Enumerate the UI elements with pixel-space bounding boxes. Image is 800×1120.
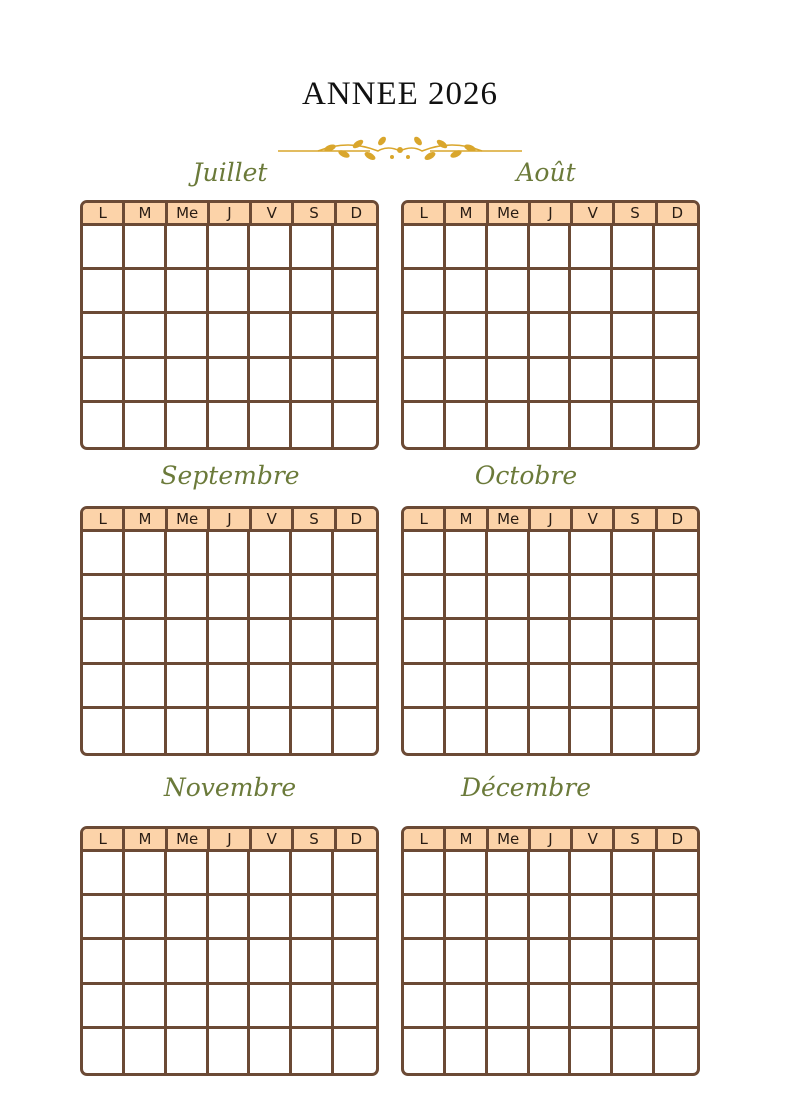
month-title-juillet: Juillet <box>192 158 268 187</box>
day-cell <box>83 896 125 940</box>
day-cell <box>83 1029 125 1073</box>
day-cell <box>613 1029 655 1073</box>
day-cell <box>613 709 655 753</box>
day-cell <box>404 940 446 984</box>
day-cell <box>655 985 697 1029</box>
weekday-header <box>404 203 697 226</box>
day-cell <box>446 532 488 576</box>
weekday-label: L <box>83 829 125 849</box>
day-cell <box>404 314 446 358</box>
day-cell <box>530 403 572 447</box>
day-grid <box>83 852 376 1073</box>
day-cell <box>488 1029 530 1073</box>
day-cell <box>488 270 530 314</box>
day-cell <box>292 359 334 403</box>
day-cell <box>530 852 572 896</box>
day-cell <box>334 576 376 620</box>
day-cell <box>292 532 334 576</box>
day-cell <box>250 359 292 403</box>
weekday-label: M <box>446 509 488 529</box>
day-cell <box>292 576 334 620</box>
day-cell <box>488 226 530 270</box>
weekday-label: L <box>83 203 125 223</box>
day-cell <box>446 896 488 940</box>
day-cell <box>250 270 292 314</box>
weekday-label: D <box>671 204 684 222</box>
weekday-label: M <box>125 829 167 849</box>
day-cell <box>334 226 376 270</box>
day-cell <box>655 403 697 447</box>
day-cell <box>571 985 613 1029</box>
day-cell <box>334 1029 376 1073</box>
day-cell <box>613 985 655 1029</box>
month-title-decembre: Décembre <box>460 773 592 802</box>
day-cell <box>446 620 488 664</box>
weekday-label: S <box>615 829 657 849</box>
calendar-grid-aout <box>401 200 700 450</box>
day-cell <box>250 532 292 576</box>
day-cell <box>488 896 530 940</box>
day-cell <box>446 576 488 620</box>
day-cell <box>334 896 376 940</box>
day-cell <box>334 270 376 314</box>
day-cell <box>167 709 209 753</box>
day-cell <box>488 314 530 358</box>
day-cell <box>488 620 530 664</box>
weekday-label: Me <box>489 203 531 223</box>
day-cell <box>571 940 613 984</box>
weekday-label: L <box>83 509 125 529</box>
day-cell <box>209 359 251 403</box>
weekday-label: V <box>252 203 294 223</box>
day-cell <box>250 665 292 709</box>
day-cell <box>250 620 292 664</box>
day-cell <box>125 532 167 576</box>
month-title-octobre: Octobre <box>474 461 578 490</box>
day-cell <box>613 359 655 403</box>
day-cell <box>655 665 697 709</box>
day-cell <box>125 852 167 896</box>
day-cell <box>334 314 376 358</box>
day-cell <box>292 1029 334 1073</box>
day-cell <box>446 314 488 358</box>
day-cell <box>404 532 446 576</box>
day-cell <box>655 576 697 620</box>
day-cell <box>209 403 251 447</box>
weekday-label: V <box>573 829 615 849</box>
day-cell <box>250 403 292 447</box>
day-cell <box>334 532 376 576</box>
weekday-label: Me <box>168 203 210 223</box>
day-cell <box>167 403 209 447</box>
day-cell <box>530 940 572 984</box>
day-cell <box>446 940 488 984</box>
day-cell <box>488 665 530 709</box>
day-cell <box>334 985 376 1029</box>
day-cell <box>209 940 251 984</box>
day-cell <box>488 940 530 984</box>
day-cell <box>655 896 697 940</box>
day-cell <box>404 896 446 940</box>
day-cell <box>613 576 655 620</box>
day-cell <box>571 896 613 940</box>
day-cell <box>613 314 655 358</box>
calendar-grid-septembre <box>80 506 379 756</box>
day-cell <box>167 532 209 576</box>
day-cell <box>292 709 334 753</box>
calendar-grid-juillet <box>80 200 379 450</box>
weekday-label: V <box>573 203 615 223</box>
weekday-header <box>83 509 376 532</box>
day-cell <box>250 940 292 984</box>
weekday-label: V <box>573 509 615 529</box>
day-cell <box>613 226 655 270</box>
day-cell <box>292 620 334 664</box>
day-cell <box>571 620 613 664</box>
day-cell <box>292 852 334 896</box>
weekday-label: V <box>252 509 294 529</box>
day-cell <box>125 709 167 753</box>
day-cell <box>209 1029 251 1073</box>
weekday-label: J <box>531 203 573 223</box>
day-cell <box>404 403 446 447</box>
day-cell <box>250 1029 292 1073</box>
day-cell <box>404 270 446 314</box>
day-cell <box>446 852 488 896</box>
day-cell <box>613 270 655 314</box>
weekday-label: Me <box>168 509 210 529</box>
day-cell <box>125 985 167 1029</box>
weekday-label: M <box>446 203 488 223</box>
day-cell <box>250 896 292 940</box>
day-cell <box>655 709 697 753</box>
day-cell <box>83 532 125 576</box>
day-cell <box>292 985 334 1029</box>
day-cell <box>292 314 334 358</box>
day-cell <box>655 1029 697 1073</box>
day-cell <box>613 403 655 447</box>
calendar-grid-novembre <box>80 826 379 1076</box>
day-cell <box>250 985 292 1029</box>
day-cell <box>655 359 697 403</box>
day-cell <box>446 359 488 403</box>
day-cell <box>167 576 209 620</box>
day-cell <box>488 709 530 753</box>
day-cell <box>404 852 446 896</box>
day-cell <box>250 226 292 270</box>
day-cell <box>83 665 125 709</box>
day-cell <box>613 665 655 709</box>
day-cell <box>488 985 530 1029</box>
weekday-label: S <box>615 203 657 223</box>
day-cell <box>446 270 488 314</box>
day-cell <box>613 940 655 984</box>
day-cell <box>209 270 251 314</box>
day-cell <box>571 709 613 753</box>
weekday-label: J <box>531 829 573 849</box>
weekday-label: D <box>350 510 363 528</box>
day-cell <box>125 665 167 709</box>
day-cell <box>83 940 125 984</box>
day-cell <box>571 270 613 314</box>
day-cell <box>446 985 488 1029</box>
day-grid <box>404 532 697 753</box>
day-cell <box>209 314 251 358</box>
day-cell <box>334 359 376 403</box>
day-cell <box>209 896 251 940</box>
weekday-label: Me <box>168 829 210 849</box>
day-cell <box>334 620 376 664</box>
day-cell <box>334 852 376 896</box>
month-title-septembre: Septembre <box>160 461 300 490</box>
day-cell <box>613 896 655 940</box>
day-cell <box>209 852 251 896</box>
day-cell <box>655 226 697 270</box>
day-cell <box>209 532 251 576</box>
day-cell <box>125 1029 167 1073</box>
weekday-label: M <box>125 509 167 529</box>
day-cell <box>571 576 613 620</box>
day-cell <box>125 620 167 664</box>
weekday-label: S <box>294 203 336 223</box>
day-cell <box>571 226 613 270</box>
day-cell <box>209 576 251 620</box>
weekday-header <box>404 509 697 532</box>
weekday-label: Me <box>489 829 531 849</box>
weekday-label: M <box>125 203 167 223</box>
day-cell <box>125 896 167 940</box>
weekday-label: Me <box>489 509 531 529</box>
day-cell <box>125 314 167 358</box>
day-cell <box>83 620 125 664</box>
day-cell <box>530 359 572 403</box>
day-grid <box>404 226 697 447</box>
day-grid <box>83 532 376 753</box>
weekday-label: D <box>671 510 684 528</box>
weekday-label: L <box>404 829 446 849</box>
day-cell <box>571 852 613 896</box>
calendar-grid-decembre <box>401 826 700 1076</box>
day-cell <box>292 270 334 314</box>
day-cell <box>167 665 209 709</box>
day-cell <box>167 270 209 314</box>
weekday-label: J <box>210 509 252 529</box>
day-cell <box>488 532 530 576</box>
day-cell <box>125 226 167 270</box>
day-cell <box>334 665 376 709</box>
weekday-header <box>404 829 697 852</box>
day-cell <box>530 620 572 664</box>
day-cell <box>404 665 446 709</box>
day-cell <box>83 270 125 314</box>
weekday-header <box>83 829 376 852</box>
day-cell <box>404 226 446 270</box>
day-cell <box>488 359 530 403</box>
day-cell <box>209 226 251 270</box>
day-cell <box>83 314 125 358</box>
day-cell <box>167 359 209 403</box>
day-cell <box>334 709 376 753</box>
day-cell <box>446 665 488 709</box>
day-cell <box>83 985 125 1029</box>
weekday-label: S <box>615 509 657 529</box>
day-cell <box>167 852 209 896</box>
day-cell <box>167 985 209 1029</box>
day-cell <box>167 620 209 664</box>
day-cell <box>571 532 613 576</box>
day-cell <box>292 226 334 270</box>
day-cell <box>655 940 697 984</box>
weekday-label: J <box>210 829 252 849</box>
day-cell <box>446 709 488 753</box>
weekday-label: D <box>671 830 684 848</box>
weekday-header <box>83 203 376 226</box>
day-cell <box>83 709 125 753</box>
weekday-label: S <box>294 509 336 529</box>
day-cell <box>250 576 292 620</box>
weekday-label: J <box>210 203 252 223</box>
day-cell <box>167 226 209 270</box>
day-cell <box>446 1029 488 1073</box>
day-cell <box>488 576 530 620</box>
day-cell <box>530 1029 572 1073</box>
day-cell <box>571 1029 613 1073</box>
day-cell <box>613 852 655 896</box>
day-cell <box>83 852 125 896</box>
weekday-label: M <box>446 829 488 849</box>
day-cell <box>292 665 334 709</box>
day-cell <box>404 359 446 403</box>
day-cell <box>404 620 446 664</box>
day-cell <box>167 1029 209 1073</box>
day-cell <box>613 620 655 664</box>
day-cell <box>530 576 572 620</box>
day-cell <box>167 896 209 940</box>
day-cell <box>488 852 530 896</box>
day-cell <box>83 576 125 620</box>
day-cell <box>404 576 446 620</box>
day-cell <box>167 940 209 984</box>
day-cell <box>292 940 334 984</box>
day-cell <box>209 985 251 1029</box>
weekday-label: D <box>350 204 363 222</box>
day-cell <box>125 359 167 403</box>
weekday-label: V <box>252 829 294 849</box>
day-cell <box>83 359 125 403</box>
day-cell <box>655 270 697 314</box>
day-cell <box>209 620 251 664</box>
day-cell <box>446 403 488 447</box>
day-cell <box>530 532 572 576</box>
day-cell <box>571 359 613 403</box>
day-cell <box>571 314 613 358</box>
day-cell <box>250 709 292 753</box>
day-cell <box>292 403 334 447</box>
day-cell <box>446 226 488 270</box>
weekday-label: L <box>404 203 446 223</box>
day-cell <box>530 226 572 270</box>
day-cell <box>125 270 167 314</box>
day-cell <box>404 985 446 1029</box>
page-title: ANNEE 2026 <box>301 76 499 112</box>
day-cell <box>404 709 446 753</box>
day-cell <box>404 1029 446 1073</box>
weekday-label: L <box>404 509 446 529</box>
month-title-novembre: Novembre <box>163 773 297 802</box>
day-cell <box>655 620 697 664</box>
weekday-label: D <box>350 830 363 848</box>
day-cell <box>209 665 251 709</box>
day-grid <box>404 852 697 1073</box>
day-cell <box>655 314 697 358</box>
day-cell <box>250 852 292 896</box>
day-cell <box>530 896 572 940</box>
day-cell <box>530 270 572 314</box>
month-title-aout: Août <box>516 158 576 187</box>
day-cell <box>125 403 167 447</box>
day-cell <box>530 709 572 753</box>
day-cell <box>292 896 334 940</box>
calendar-grid-octobre <box>401 506 700 756</box>
day-cell <box>613 532 655 576</box>
weekday-label: S <box>294 829 336 849</box>
day-cell <box>655 852 697 896</box>
day-cell <box>571 665 613 709</box>
day-cell <box>125 576 167 620</box>
day-cell <box>530 985 572 1029</box>
day-cell <box>125 940 167 984</box>
day-cell <box>571 403 613 447</box>
day-cell <box>334 403 376 447</box>
day-cell <box>334 940 376 984</box>
day-cell <box>655 532 697 576</box>
day-grid <box>83 226 376 447</box>
day-cell <box>530 665 572 709</box>
weekday-label: J <box>531 509 573 529</box>
day-cell <box>488 403 530 447</box>
day-cell <box>250 314 292 358</box>
day-cell <box>209 709 251 753</box>
day-cell <box>83 226 125 270</box>
day-cell <box>530 314 572 358</box>
day-cell <box>83 403 125 447</box>
day-cell <box>167 314 209 358</box>
